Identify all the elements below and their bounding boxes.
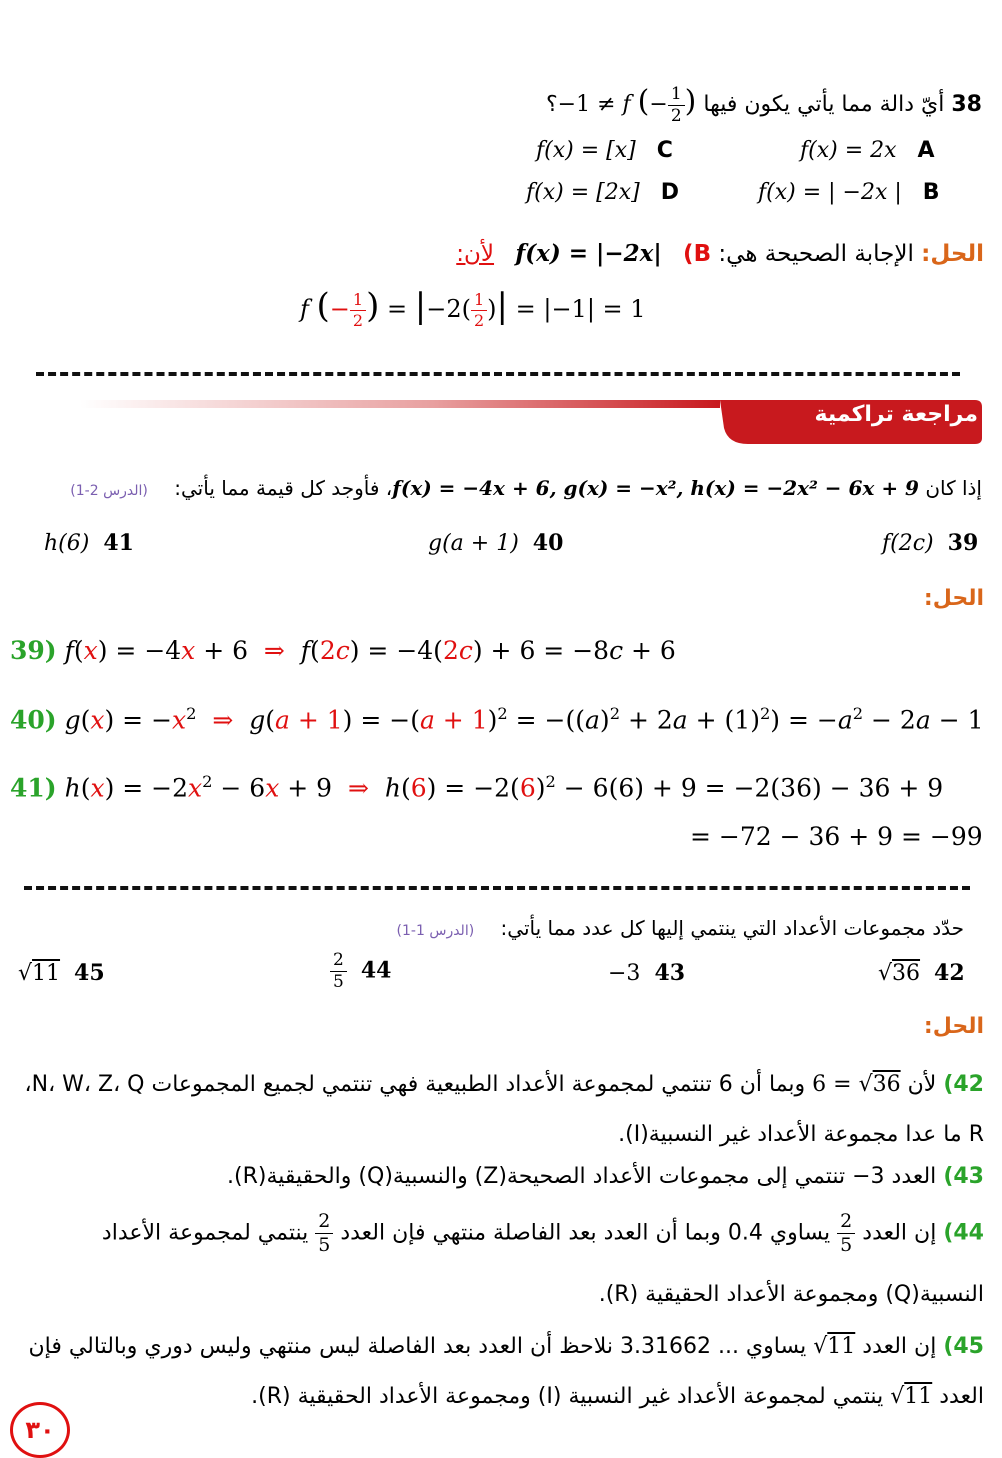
sol45: 45) إن العدد √11 يساوي ... 3.31662 نلاحظ أن العدد بعد الفاصلة ليس منتهي وليس دوري وبالتالي فإن	[28, 1334, 984, 1359]
q38-number: 38	[951, 92, 982, 117]
sol42-line2: R ما عدا مجموعة الأعداد غير النسبية(I).	[618, 1122, 984, 1147]
review-prompt: إذا كان f(x) = −4x + 6, g(x) = −x², h(x) = −2x² − 6x + 9، فأوجد كل قيمة مما يأتي: (الدرس 2-1)	[70, 476, 982, 500]
review-item-41: h(6) 41	[44, 530, 134, 556]
sol44-line2: النسبية(Q) ومجموعة الأعداد الحقيقية (R).	[598, 1282, 984, 1307]
q38-option-b: f(x) = | −2x | B	[758, 180, 940, 205]
sol42: 42) لأن 6 = √36 وبما أن 6 تنتمي لمجموعة الأعداد الطبيعية فهي تنتمي لجميع المجموعات N، W، Z، Q،	[24, 1072, 984, 1097]
sol43: 43) العدد 3− تنتمي إلى مجموعات الأعداد الصحيحة(Z) والنسبية(Q) والحقيقية(R).	[226, 1164, 984, 1189]
q38-option-c: f(x) = [x] C	[536, 138, 673, 163]
sol38-answer: f(x) = |−2x|	[515, 240, 662, 267]
sol38-line	[284, 240, 984, 267]
sets-item-44: $\frac{2}{5}$ 44	[330, 952, 391, 991]
sol41-line: 41) $h(x) = -2x^2 - 6x + 9$ ⇒ $h(6) = -2(6)^2 - 6(6) + 9 = -2(36) - 36 + 9$	[10, 772, 944, 803]
q38-option-d: f(x) = [2x] D	[526, 180, 679, 205]
sol38-label: الحل:	[921, 241, 984, 267]
q38-text: أيّ دالة مما يأتي يكون فيها	[703, 92, 945, 117]
sol45-line2: العدد √11 ينتمي لمجموعة الأعداد غير النسبية (I) ومجموعة الأعداد الحقيقية (R).	[251, 1384, 984, 1409]
sol38-calc: f (− $\frac{1}{2}$ ) = |−2( $\frac{1}{2}$ )| = |−1| = 1	[300, 286, 646, 330]
separator-1	[36, 372, 960, 376]
sets-sol-label: الحل:	[923, 1014, 984, 1039]
q38-question: 38 أيّ دالة مما يأتي يكون فيها −1 ≠ f (− $\frac{1}{2}$ )؟	[545, 83, 982, 126]
review-banner-title: مراجعة تراكمية	[814, 402, 978, 427]
sol38-text: الإجابة الصحيحة هي:	[718, 241, 914, 267]
review-item-40: g(a + 1) 40	[428, 530, 564, 556]
review-lesson: (الدرس 2-1)	[70, 483, 148, 499]
separator-2	[24, 886, 970, 890]
q38-math: −1 ≠ f (− $\frac{1}{2}$ )	[557, 83, 697, 126]
sets-prompt: حدّد مجموعات الأعداد التي ينتمي إليها كل عدد مما يأتي: (الدرس 1-1)	[396, 916, 964, 940]
sol44: 44) إن العدد $\frac{2}{5}$ يساوي 0.4 وبما أن العدد بعد الفاصلة منتهي فإن العدد $\frac{2}{5}$ ينتمي لمجموعة الأعداد	[101, 1210, 984, 1256]
sets-item-45: √11 45	[18, 960, 105, 986]
review-sol-label: الحل:	[923, 586, 984, 611]
sets-lesson: (الدرس 1-1)	[396, 923, 475, 939]
page-number: ٣٠	[10, 1402, 70, 1458]
sets-item-43: −3 43	[608, 960, 686, 986]
sol39-line: 39) f(x) = −4x + 6 ⇒ f(2c) = −4(2c) + 6 = −8c + 6	[10, 636, 676, 665]
sol38-because: لأن:	[456, 241, 495, 267]
sol38-choice: B)	[683, 241, 712, 267]
review-item-39: f(2c) 39	[882, 530, 979, 556]
q38-option-a: f(x) = 2x A	[800, 138, 935, 163]
sets-item-42: √36 42	[878, 960, 965, 986]
sol40-line: 40) $g(x) = -x^2$ ⇒ $g(a + 1) = -(a + 1)^2 = -((a)^2 + 2a + (1)^2) = -a^2 - 2a - 1$	[10, 704, 984, 735]
sol38-calc-tail: = |−1| = 1	[515, 295, 646, 323]
sol41-line2: = −72 − 36 + 9 = −99	[690, 822, 983, 851]
